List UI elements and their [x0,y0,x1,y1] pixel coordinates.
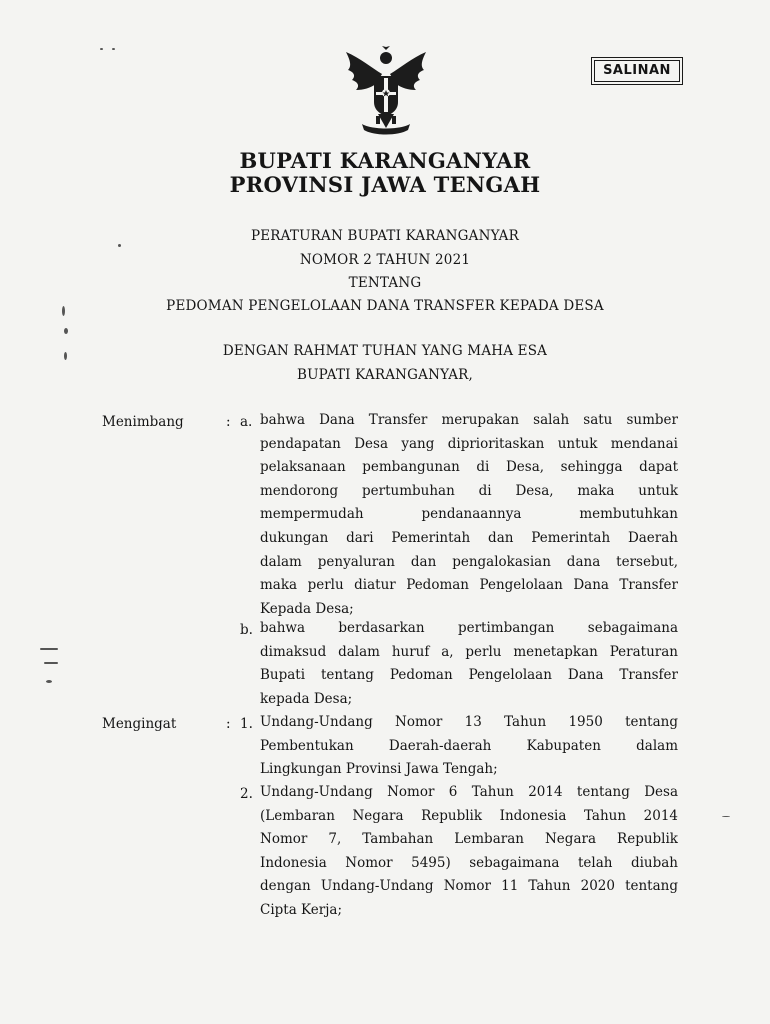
regulation-tentang: TENTANG [348,275,422,291]
mengingat-item-1-text [260,711,678,782]
text-line: dimaksud dalam huruf a, perlu menetapkan Peraturan [260,643,678,660]
document-title-line2: PROVINSI JAWA TENGAH [229,172,541,197]
text-line: dalam penyaluran dan pengalokasian dana tersebut, [260,553,678,570]
text-line: Kepada Desa; [260,600,354,617]
menimbang-label: Menimbang [102,414,184,430]
scan-speck [46,680,52,683]
text-line: mempermudah pendanaannya membutuhkan [260,506,678,523]
salinan-stamp: SALINAN [594,60,680,82]
preamble-line1: DENGAN RAHMAT TUHAN YANG MAHA ESA [222,343,548,359]
document-title-line1: BUPATI KARANGANYAR [239,148,531,173]
text-line: mendorong pertumbuhan di Desa, maka untuk [260,482,678,499]
mengingat-item-2-marker: 2. [240,786,253,802]
scan-speck [722,816,730,817]
mengingat-label: Mengingat [102,716,177,732]
garuda-emblem-icon [336,44,436,136]
text-line: maka perlu diatur Pedoman Pengelolaan Dana Transfer [260,577,678,594]
scan-speck [44,662,58,664]
menimbang-item-b-marker: b. [240,622,253,638]
text-line: bahwa berdasarkan pertimbangan sebagaimana [260,620,678,636]
scan-speck [118,244,121,247]
text-line: Undang-Undang Nomor 13 Tahun 1950 tentang [260,714,678,730]
regulation-number: NOMOR 2 TAHUN 2021 [299,252,471,268]
text-line: pendapatan Desa yang diprioritaskan untuk mendanai [260,435,678,452]
scan-speck [62,306,65,316]
scan-speck [100,48,103,50]
scan-speck [64,328,68,334]
text-line: Cipta Kerja; [260,901,343,918]
scan-speck [40,648,58,650]
menimbang-item-a-text [260,409,678,621]
mengingat-colon: : [226,716,231,732]
text-line: Lingkungan Provinsi Jawa Tengah; [260,761,498,778]
text-line: dengan Undang-Undang Nomor 11 Tahun 2020 tentang [260,878,678,895]
text-line: Indonesia Nomor 5495) sebagaimana telah diubah [260,854,678,871]
text-line: Undang-Undang Nomor 6 Tahun 2014 tentang Desa [260,784,678,800]
text-line: kepada Desa; [260,690,353,707]
text-line: pelaksanaan pembangunan di Desa, sehingga dapat [260,459,678,476]
text-line: Nomor 7, Tambahan Lembaran Negara Republik [260,831,678,848]
text-line: (Lembaran Negara Republik Indonesia Tahun 2014 [260,807,678,824]
regulation-title: PERATURAN BUPATI KARANGANYAR [250,228,520,244]
preamble-line2: BUPATI KARANGANYAR, [296,367,473,383]
text-line: dukungan dari Pemerintah dan Pemerintah Daerah [260,529,678,546]
menimbang-item-b-text [260,617,678,711]
regulation-subject: PEDOMAN PENGELOLAAN DANA TRANSFER KEPADA DESA [166,298,604,314]
text-line: Pembentukan Daerah-daerah Kabupaten dalam [260,737,678,754]
mengingat-item-2-text [260,781,678,923]
scan-speck [112,48,115,50]
text-line: bahwa Dana Transfer merupakan salah satu sumber [260,412,678,428]
menimbang-item-a-marker: a. [240,414,253,430]
scan-speck [64,352,67,360]
menimbang-colon: : [226,414,231,430]
mengingat-item-1-marker: 1. [240,716,253,732]
text-line: Bupati tentang Pedoman Pengelolaan Dana Transfer [260,667,678,684]
